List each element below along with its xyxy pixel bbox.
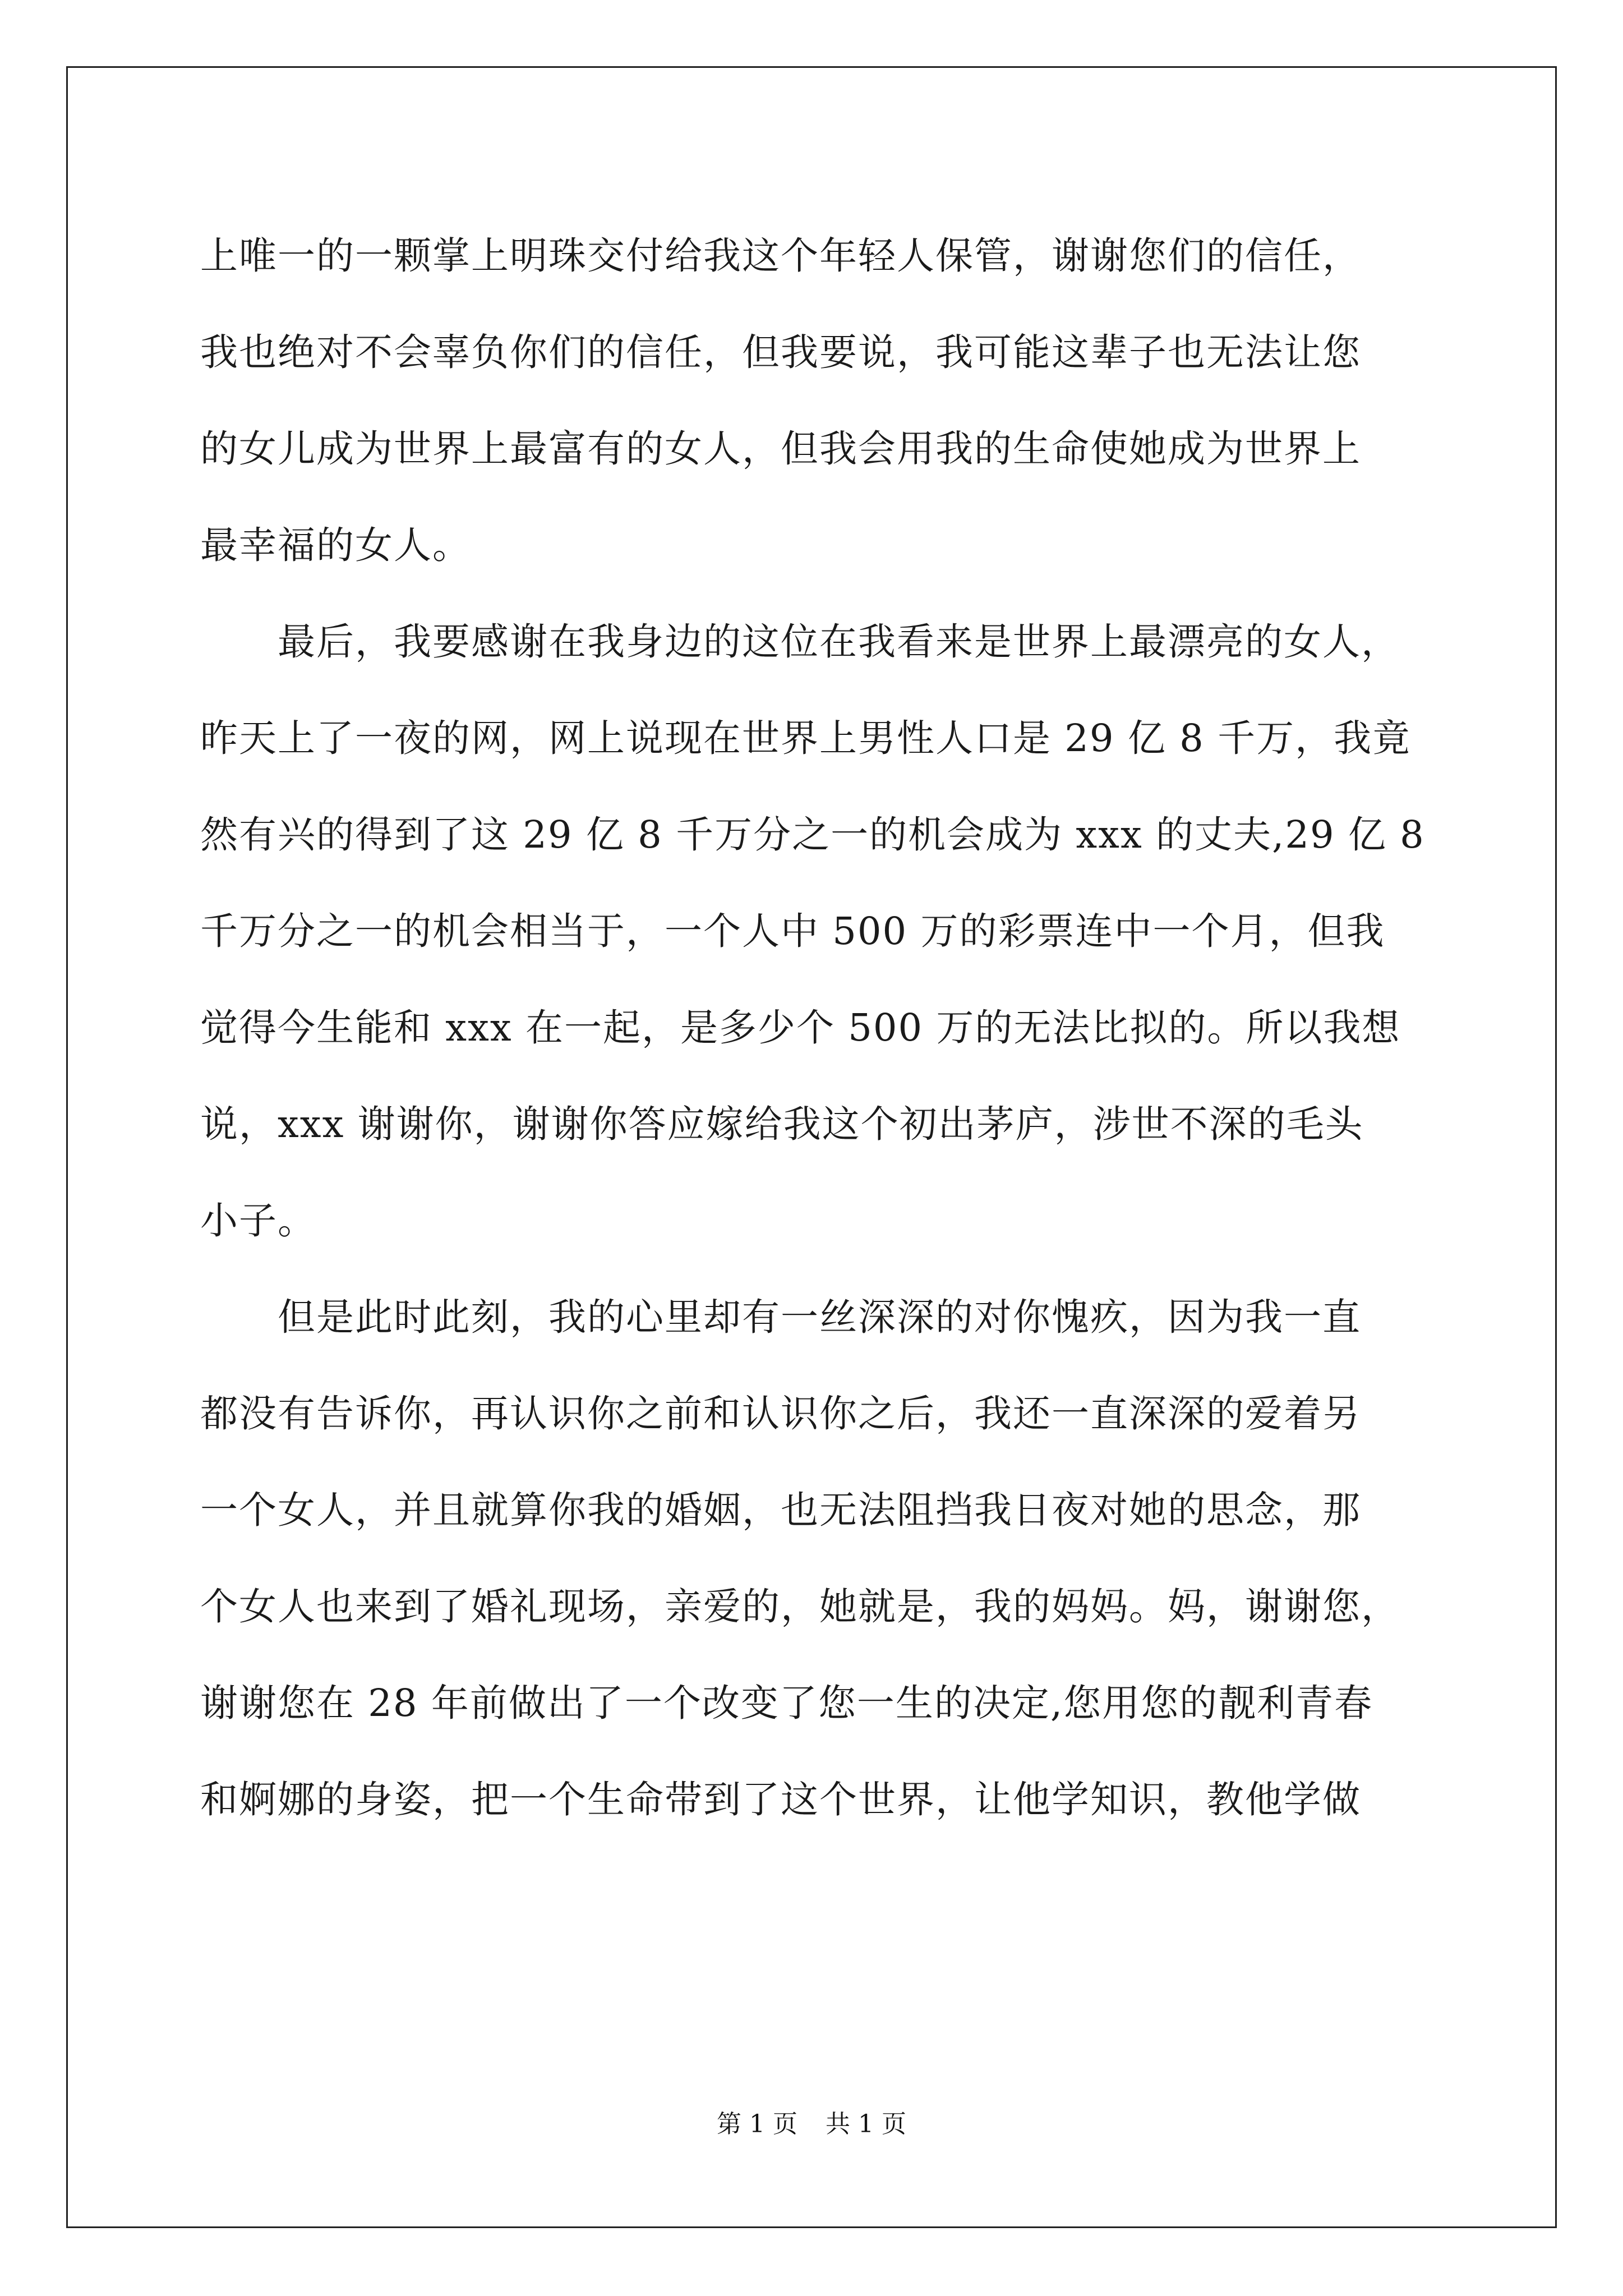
text-line: 最幸福的女人。: [200, 523, 471, 567]
page-footer: [0, 2104, 1623, 2139]
text-line: 我也绝对不会辜负你们的信任，但我要说，我可能这辈子也无法让您: [200, 330, 1361, 374]
text-line: 昨天上了一夜的网，网上说现在世界上男性人口是 29 亿 8 千万，我竟: [200, 716, 1412, 760]
text-line: 谢谢您在 28 年前做出了一个改变了您一生的决定,您用您的靓利青春: [200, 1681, 1373, 1725]
text-line: 上唯一的一颗掌上明珠交付给我这个年轻人保管，谢谢您们的信任，: [200, 234, 1361, 278]
text-line: 但是此时此刻，我的心里却有一丝深深的对你愧疚，因为我一直: [200, 1295, 1361, 1339]
text-line: 一个女人，并且就算你我的婚姻，也无法阻挡我日夜对她的思念，那: [200, 1488, 1361, 1532]
text-line: 说，xxx 谢谢你，谢谢你答应嫁给我这个初出茅庐，涉世不深的毛头: [200, 1102, 1364, 1146]
text-line: 个女人也来到了婚礼现场，亲爱的，她就是，我的妈妈。妈，谢谢您，: [200, 1585, 1400, 1628]
text-line: 小子。: [200, 1199, 316, 1243]
text-line: 和婀娜的身姿，把一个生命带到了这个世界，让他学知识，教他学做: [200, 1778, 1361, 1821]
page-total: 共 1 页: [826, 2110, 906, 2138]
text-line: 最后，我要感谢在我身边的这位在我看来是世界上最漂亮的女人，: [200, 620, 1400, 664]
text-line: 然有兴的得到了这 29 亿 8 千万分之一的机会成为 xxx 的丈夫,29 亿 8: [200, 813, 1425, 857]
text-line: 千万分之一的机会相当于，一个人中 500 万的彩票连中一个月，但我: [200, 909, 1385, 953]
text-line: 的女儿成为世界上最富有的女人，但我会用我的生命使她成为世界上: [200, 427, 1361, 471]
page-number: 第 1 页: [717, 2110, 797, 2138]
text-line: 觉得今生能和 xxx 在一起，是多少个 500 万的无法比拟的。所以我想: [200, 1006, 1401, 1050]
text-line: 都没有告诉你，再认识你之前和认识你之后，我还一直深深的爱着另: [200, 1392, 1361, 1435]
document-body: [200, 208, 1434, 1848]
